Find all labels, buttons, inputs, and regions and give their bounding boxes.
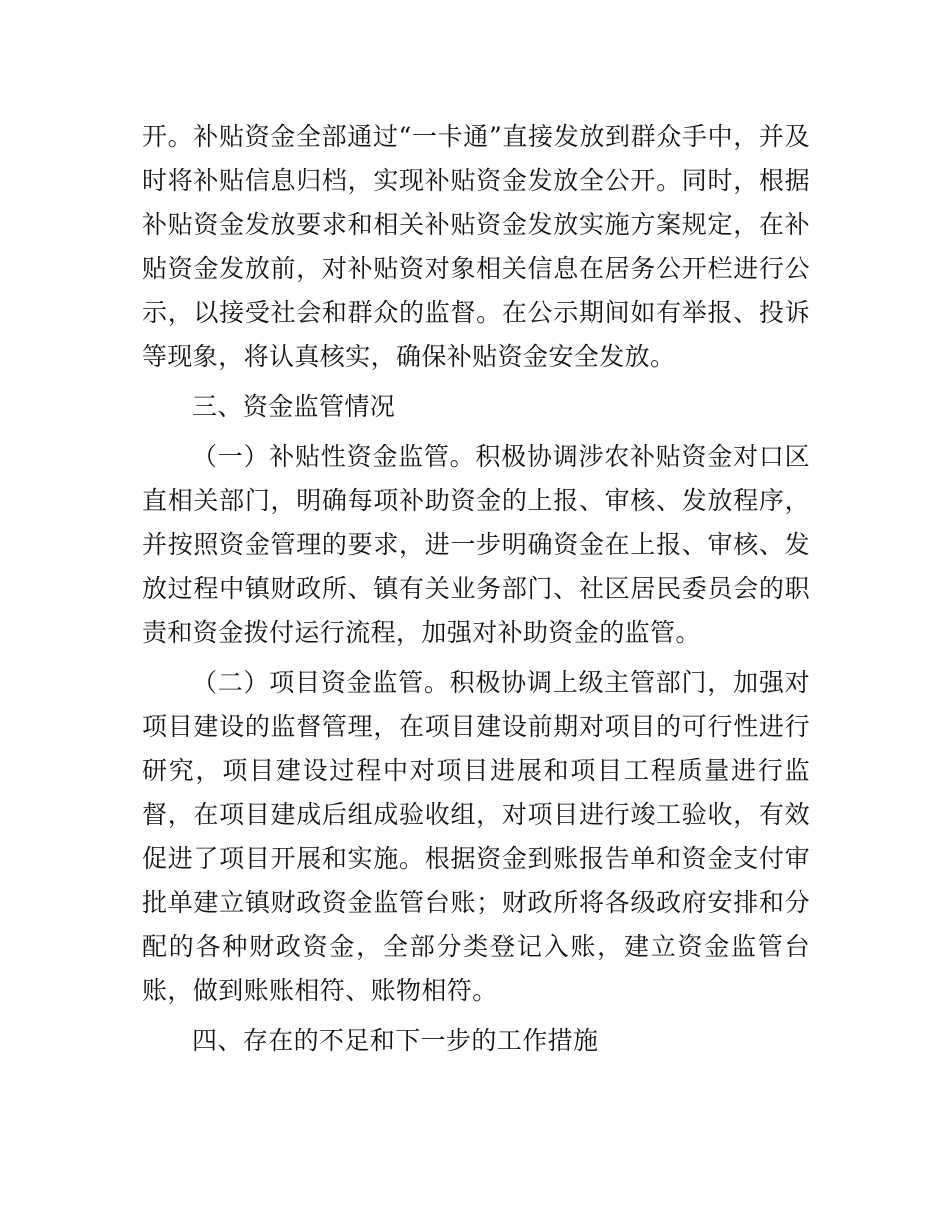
section-heading-three: 三、资金监管情况 [192,392,396,421]
paragraph-project-supervision: （二）项目资金监管。积极协调上级主管部门，加强对项目建设的监督管理，在项目建设前期对项目的可行性进行研究，项目建设过程中对项目进展和项目工程质量进行监督，在项目建成后组成验收组，对项目进行竣工验收，有效促进了项目开展和实施。根据资金到账报告单和资金支付审批单建立镇财政资金监管台账；财政所将各级政府安排和分配的各种财政资金，全部分类登记入账，建立资金监管台账，做到账账相符、账物相符。 [142,668,810,1005]
paragraph-continuation: 开。补贴资金全部通过“一卡通”直接发放到群众手中，并及时将补贴信息归档，实现补贴资金发放全公开。同时，根据补贴资金发放要求和相关补贴资金发放实施方案规定，在补贴资金发放前，对补贴资对象相关信息在居务公开栏进行公示，以接受社会和群众的监督。在公示期间如有举报、投诉等现象，将认真核实，确保补贴资金安全发放。 [142,122,810,371]
section-heading-four: 四、存在的不足和下一步的工作措施 [192,1026,599,1055]
paragraph-subsidy-supervision: （一）补贴性资金监管。积极协调涉农补贴资金对口区直相关部门，明确每项补助资金的上报、审核、发放程序，并按照资金管理的要求，进一步明确资金在上报、审核、发放过程中镇财政所、镇有关业务部门、社区居民委员会的职责和资金拨付运行流程，加强对补助资金的监管。 [142,442,810,647]
document-body [142,115,810,1069]
